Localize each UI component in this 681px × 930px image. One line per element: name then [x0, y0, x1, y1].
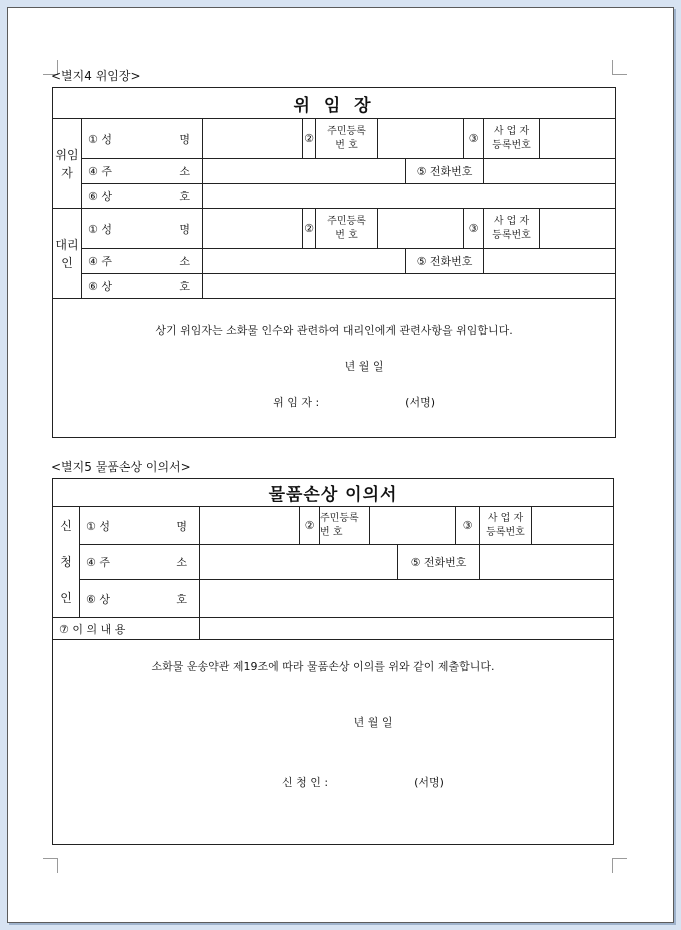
form4-seal-label: (서명): [405, 396, 435, 409]
delegator-biz-field[interactable]: [540, 119, 616, 159]
applicant-phone-field[interactable]: [480, 545, 614, 580]
delegator-reg-field[interactable]: [378, 119, 464, 159]
applicant-name-field[interactable]: [200, 507, 300, 545]
applicant-biz-label: 사 업 자 등록번호: [480, 507, 532, 545]
delegator-store-label: ⑥ 상 호: [82, 184, 203, 209]
agent-address-field[interactable]: [203, 249, 406, 274]
delegator-biz-num: ③: [464, 119, 484, 159]
form5-title: 물품손상 이의서: [53, 479, 614, 507]
applicant-store-field[interactable]: [200, 580, 614, 618]
agent-reg-num: ②: [303, 209, 316, 249]
form5-signer-label: 신 청 인 :: [282, 776, 329, 789]
agent-store-label: ⑥ 상 호: [82, 274, 203, 299]
form4-date: 년 월 일: [344, 360, 384, 373]
applicant-reg-field[interactable]: [370, 507, 456, 545]
crop-mark-top-right: [612, 60, 627, 75]
form5-date: 년 월 일: [353, 716, 393, 729]
applicant-reg-num: ②: [300, 507, 320, 545]
delegator-reg-label: 주민등록 번 호: [316, 119, 378, 159]
objection-content-field[interactable]: [200, 618, 614, 640]
form4-signer-label: 위 임 자 :: [273, 396, 320, 409]
form4-title: 위 임 장: [53, 88, 616, 119]
form5-seal-label: (서명): [414, 776, 444, 789]
agent-phone-field[interactable]: [484, 249, 616, 274]
form5-header-label: <별지5 물품손상 이의서>: [51, 460, 191, 474]
agent-biz-num: ③: [464, 209, 484, 249]
crop-mark-bottom-left: [43, 858, 58, 873]
agent-name-field[interactable]: [203, 209, 303, 249]
damage-objection-form: [52, 478, 614, 845]
applicant-address-field[interactable]: [200, 545, 398, 580]
form5-statement-area: [53, 640, 614, 845]
applicant-reg-label: 주민등록 번 호: [320, 507, 370, 545]
delegator-reg-num: ②: [303, 119, 316, 159]
applicant-phone-label: ⑤ 전화번호: [398, 545, 480, 580]
form4-signature-line: [53, 394, 615, 410]
power-of-attorney-form: [52, 87, 616, 438]
applicant-address-label: ④ 주 소: [80, 545, 200, 580]
agent-reg-label: 주민등록 번 호: [316, 209, 378, 249]
delegator-biz-label: 사 업 자 등록번호: [484, 119, 540, 159]
delegator-address-field[interactable]: [203, 159, 406, 184]
form5-signature-line: [53, 774, 613, 790]
form5-statement: 소화물 운송약관 제19조에 따라 물품손상 이의를 위와 같이 제출합니다.: [151, 660, 495, 673]
form4-statement: 상기 위임자는 소화물 인수와 관련하여 대리인에게 관련사항을 위임합니다.: [155, 324, 513, 337]
agent-biz-field[interactable]: [540, 209, 616, 249]
agent-name-label: ① 성 명: [82, 209, 203, 249]
applicant-name-label: ① 성 명: [80, 507, 200, 545]
agent-reg-field[interactable]: [378, 209, 464, 249]
applicant-store-label: ⑥ 상 호: [80, 580, 200, 618]
applicant-biz-field[interactable]: [532, 507, 614, 545]
agent-group-label: 대리 인: [53, 209, 82, 299]
objection-content-label: ⑦ 이 의 내 용: [53, 618, 200, 640]
delegator-name-field[interactable]: [203, 119, 303, 159]
crop-mark-bottom-right: [612, 858, 627, 873]
delegator-group-label: 위임 자: [53, 119, 82, 209]
delegator-store-field[interactable]: [203, 184, 616, 209]
form4-statement-area: [53, 299, 616, 438]
applicant-group-label: 신 청 인: [53, 507, 80, 618]
delegator-name-label: ① 성 명: [82, 119, 203, 159]
delegator-phone-label: ⑤ 전화번호: [406, 159, 484, 184]
applicant-biz-num: ③: [456, 507, 480, 545]
form4-header-label: <별지4 위임장>: [51, 69, 141, 83]
agent-address-label: ④ 주 소: [82, 249, 203, 274]
agent-phone-label: ⑤ 전화번호: [406, 249, 484, 274]
agent-store-field[interactable]: [203, 274, 616, 299]
delegator-phone-field[interactable]: [484, 159, 616, 184]
agent-biz-label: 사 업 자 등록번호: [484, 209, 540, 249]
delegator-address-label: ④ 주 소: [82, 159, 203, 184]
